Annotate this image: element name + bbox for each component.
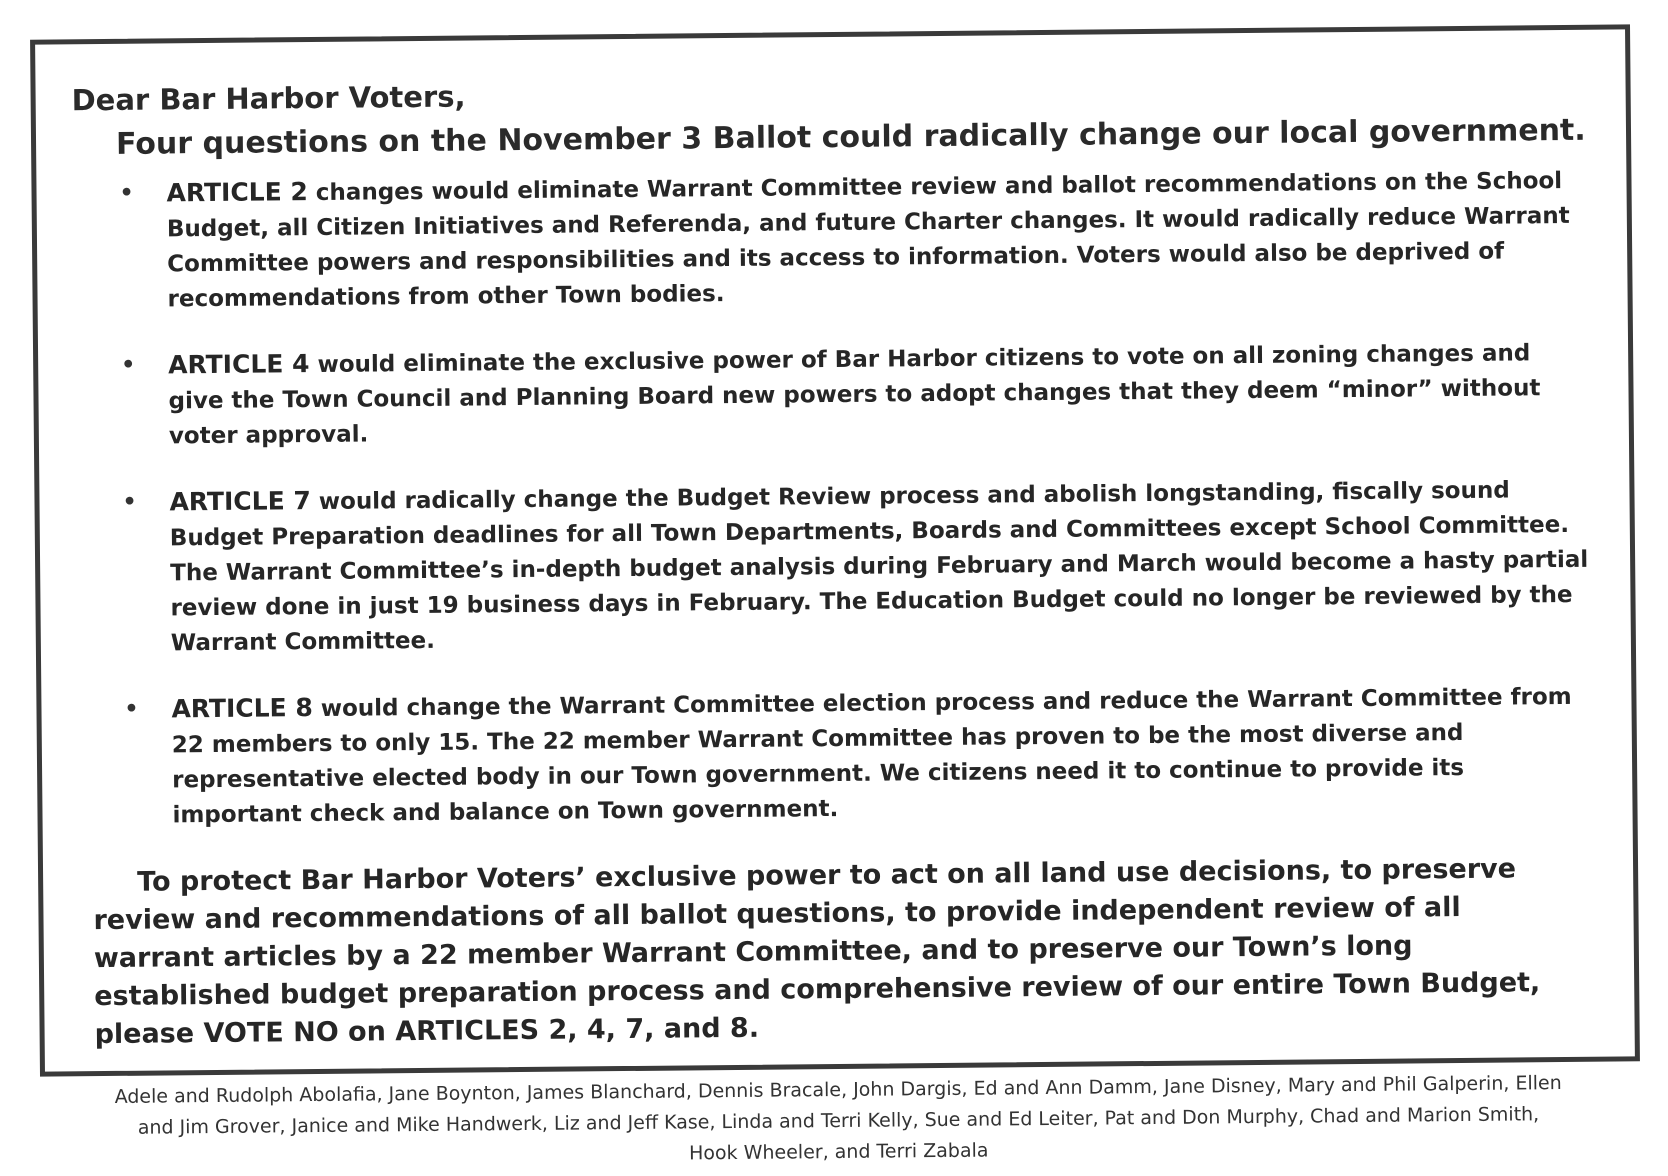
article-item [74,334,1589,456]
letter-content [71,68,1594,1165]
article-name: ARTICLE 8 [171,693,313,724]
bullet-icon: • [122,489,137,515]
article-name: ARTICLE 2 [166,177,308,208]
letter-frame [30,24,1640,1165]
article-item [77,678,1592,835]
article-item [75,471,1591,663]
article-text: would change the Warrant Committee election process and reduce the Warrant Committee from 22 members to only 15. The 22 member Warrant Committee has proven to be the most diverse and representative elected body in our Town government. We citizens need it to continue to provide its important check and balance on Town government. [171,683,1572,829]
bullet-icon: • [124,696,139,722]
article-text: would radically change the Budget Review process and abolish longstanding, fiscally sound Budget Preparation deadlines for all Town Departments, Boards and Committees except School Committee. The Warrant Committee’s in-depth budget analysis during February and March would become a hasty partial review done in just 19 business days in February. The Education Budget could no longer be reviewed by the Warrant Committee. [169,477,1589,657]
article-text: changes would eliminate Warrant Committee review and ballot recommendations on the School Budget, all Citizen Initiatives and Referenda, and future Charter changes. It would radically reduce Warrant Committee powers and responsibilities and its access to information. Voters would also be deprived of recommendations from other Town bodies. [166,168,1570,313]
article-item [72,162,1587,319]
closing-paragraph: To protect Bar Harbor Voters’ exclusive power to act on all land use decisions, to preserve review and recommendations of all ballot questions, to provide independent review of all warrant articles by a 22 member Warrant Committee, and to preserve our Town’s long established budget preparation process and comprehensive review of our entire Town Budget, please VOTE NO on ARTICLES 2, 4, 7, and 8. [93,853,1541,1051]
signers-list: Adele and Rudolph Abolafia, Jane Boynton, James Blanchard, Dennis Bracale, John Dargis, Ed and Ann Damm, Jane Disney, Mary and Phil Galperin, Ellen and Jim Grover, Janice and Mike Handwerk, Liz and Jeff Kase, Linda and Terri Kelly, Sue and Ed Leiter, Pat and Don Murphy, Chad and Marion Smith, Hook Wheeler, and Terri Zabala [114,1072,1562,1165]
article-list [72,162,1592,835]
bullet-icon: • [119,180,134,206]
article-text: would eliminate the exclusive power of Bar Harbor citizens to vote on all zoning changes and give the Town Council and Planning Board new powers to adopt changes that they deem “minor” without voter approval. [168,340,1541,450]
salutation: Dear Bar Harbor Voters, [71,79,466,118]
article-name: ARTICLE 7 [169,486,311,517]
headline: Four questions on the November 3 Ballot could radically change our local government. [115,112,1586,162]
bullet-icon: • [121,352,136,378]
article-name: ARTICLE 4 [168,349,310,380]
